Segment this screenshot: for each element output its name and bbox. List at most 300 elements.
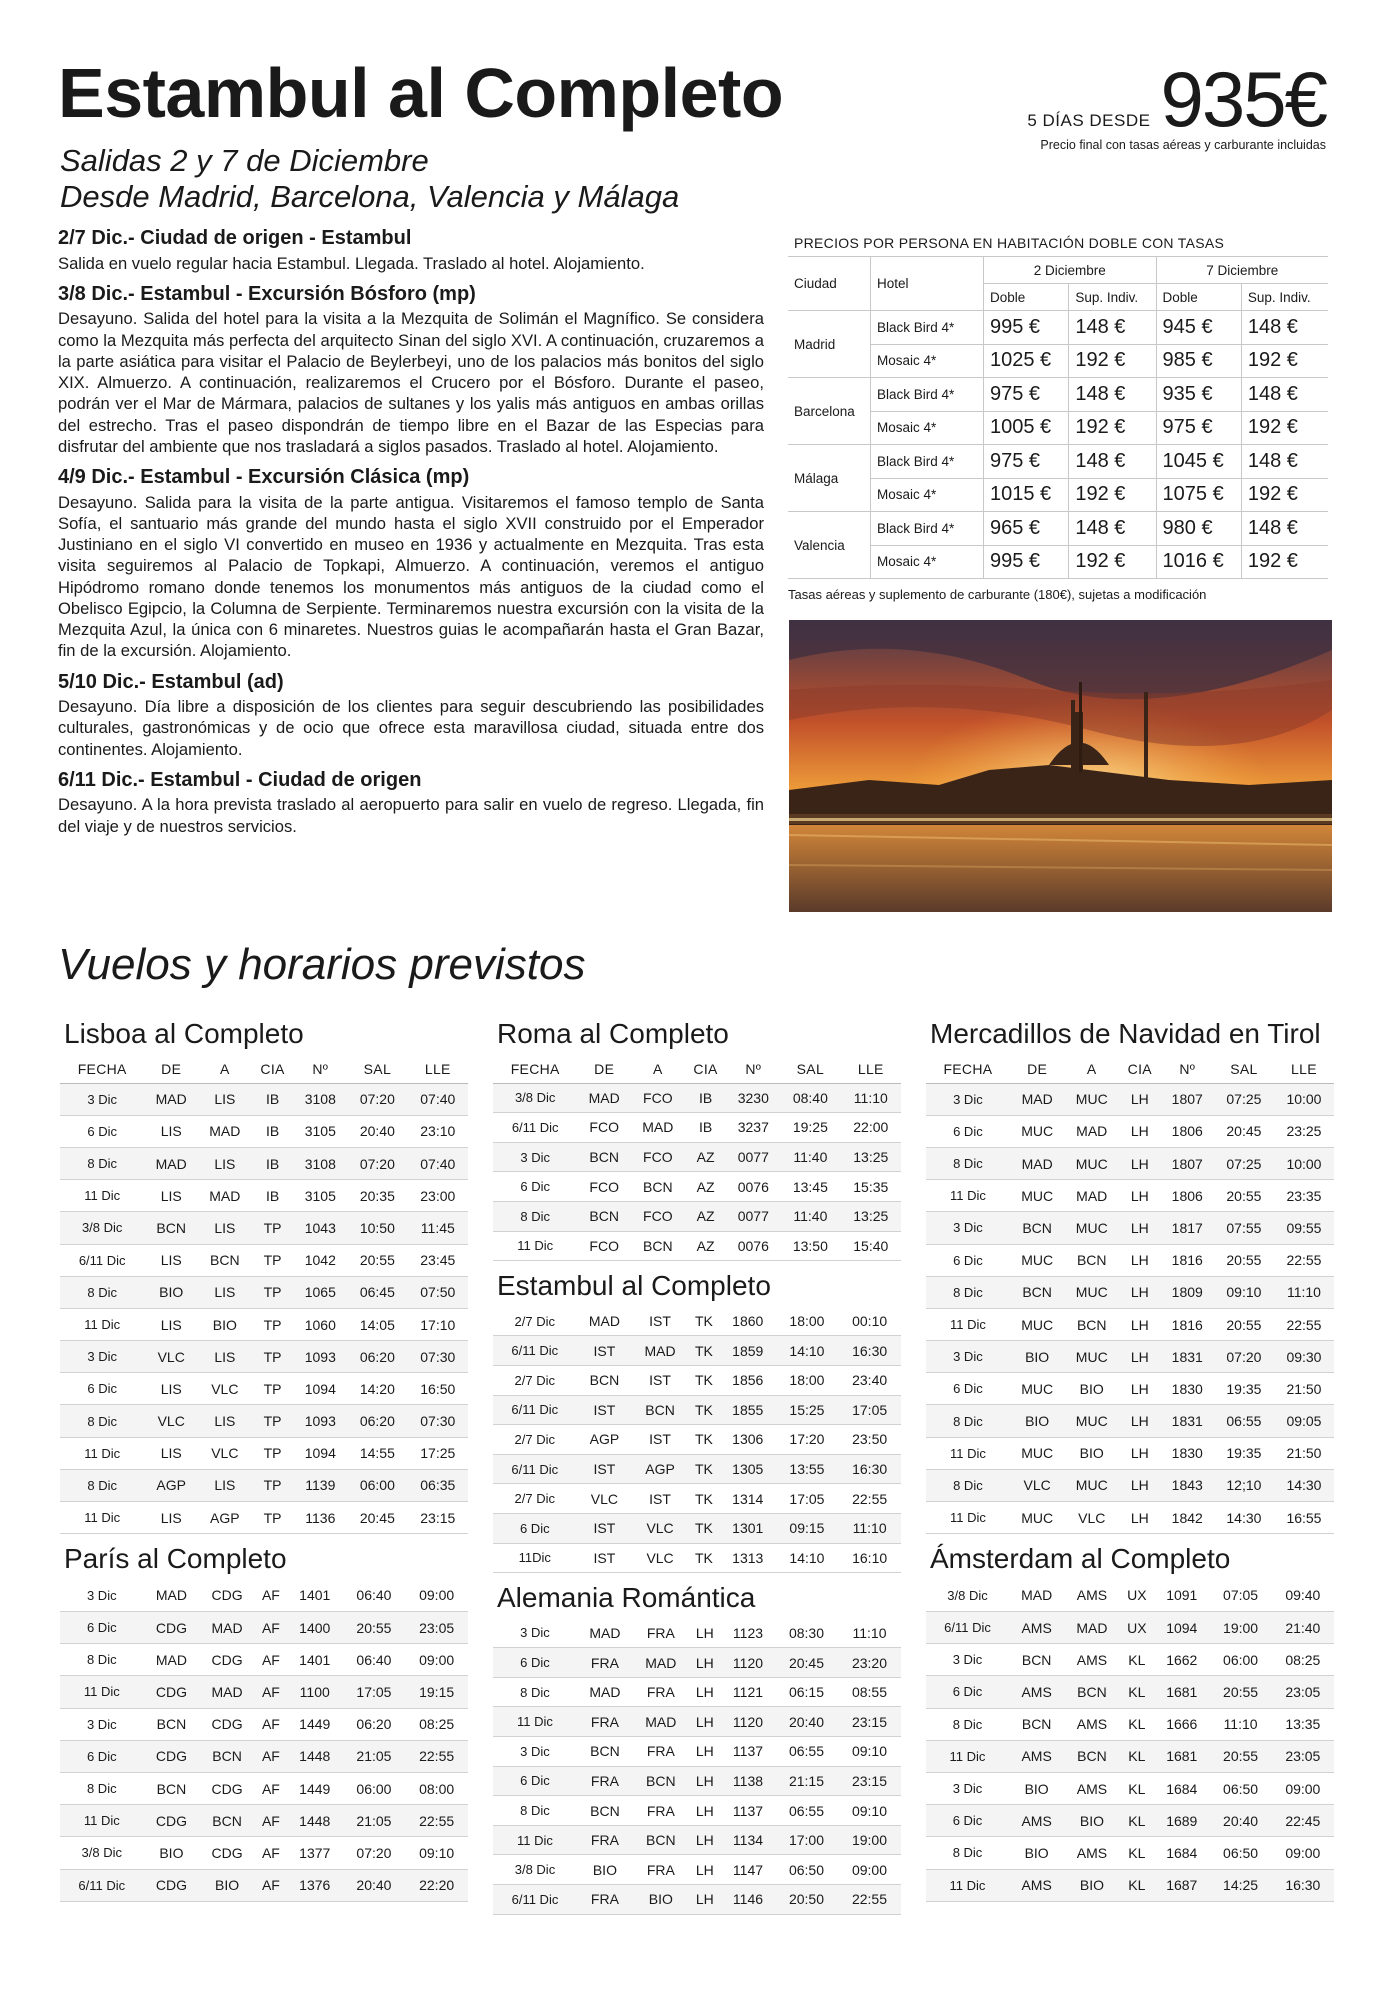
price-doble-2: 935 € [1156, 378, 1241, 412]
flight-cell: LH [1119, 1083, 1161, 1115]
price-doble-2: 975 € [1156, 411, 1241, 445]
flight-cell: LH [689, 1766, 721, 1796]
flight-cell: 06:40 [343, 1644, 406, 1676]
flight-table [493, 1619, 901, 1915]
flight-cell: 20:35 [347, 1180, 407, 1212]
flight-row [493, 1855, 901, 1885]
flight-cell: 1843 [1161, 1469, 1214, 1501]
flight-header-cell: CIA [1119, 1055, 1161, 1084]
flight-cell: 1684 [1154, 1772, 1209, 1804]
flight-cell: 6 Dic [493, 1648, 577, 1678]
flight-cell: 19:00 [838, 1825, 901, 1855]
flight-cell: LIS [198, 1341, 252, 1373]
flight-cell: AMS [1009, 1676, 1064, 1708]
flight-cell: 11 Dic [926, 1180, 1010, 1212]
flight-cell: IB [685, 1083, 727, 1113]
flight-cell: BCN [1010, 1276, 1065, 1308]
col-city-header: Ciudad [788, 257, 871, 311]
flight-cell: 06:20 [343, 1708, 406, 1740]
flight-cell: AZ [685, 1172, 727, 1202]
price-table-note: Tasas aéreas y suplemento de carburante (180€), sujetas a modificación [788, 587, 1207, 602]
flight-cell: 22:55 [1274, 1308, 1334, 1340]
flight-cell: BIO [1009, 1772, 1064, 1804]
flight-cell: 20:45 [1214, 1115, 1274, 1147]
flight-row [493, 1083, 901, 1113]
flight-cell: 07:05 [1209, 1580, 1271, 1612]
flight-row [60, 1869, 468, 1901]
flight-cell: 23:15 [838, 1707, 901, 1737]
flight-cell: LH [689, 1855, 721, 1885]
flight-cell: BCN [144, 1708, 200, 1740]
departure-cities: Desde Madrid, Barcelona, Valencia y Málaga [60, 179, 680, 214]
flight-cell: FRA [577, 1885, 633, 1915]
flight-cell: MUC [1064, 1469, 1119, 1501]
flight-row [926, 1180, 1334, 1212]
flight-cell: TP [252, 1405, 294, 1437]
price-row [788, 378, 1328, 412]
flight-cell: LH [689, 1677, 721, 1707]
flight-cell: TK [688, 1484, 720, 1514]
flight-header-row [926, 1055, 1334, 1084]
flight-cell: 6 Dic [926, 1676, 1009, 1708]
price-sup-2: 192 € [1241, 478, 1328, 512]
flight-row [60, 1115, 468, 1147]
flight-cell: LH [1119, 1147, 1161, 1179]
flight-cell: MAD [1064, 1612, 1119, 1644]
flight-cell: LIS [144, 1180, 198, 1212]
flight-cell: MUC [1064, 1341, 1119, 1373]
flight-cell: 11 Dic [926, 1437, 1010, 1469]
flight-cell: 1816 [1161, 1308, 1214, 1340]
flight-cell: VLC [577, 1484, 633, 1514]
flight-cell: 1807 [1161, 1083, 1214, 1115]
price-table-section [788, 230, 1328, 602]
flight-row [60, 1373, 468, 1405]
flight-cell: LH [1119, 1341, 1161, 1373]
flight-header-cell: Nº [1161, 1055, 1214, 1084]
flight-cell: 6/11 Dic [493, 1336, 577, 1366]
flight-cell: 8 Dic [926, 1147, 1010, 1179]
flight-cell: 22:55 [405, 1740, 468, 1772]
flight-cell: 13:25 [841, 1201, 901, 1231]
flight-cell: AF [255, 1869, 287, 1901]
flight-cell: 08:00 [405, 1772, 468, 1804]
flight-cell: 1830 [1161, 1373, 1214, 1405]
flight-cell: LIS [144, 1502, 198, 1534]
flight-cell: 09:00 [1272, 1772, 1334, 1804]
flight-cell: 8 Dic [60, 1772, 144, 1804]
flight-cell: VLC [632, 1513, 688, 1543]
itinerary-day-title: 5/10 Dic.- Estambul (ad) [58, 670, 284, 693]
price-doble-1: 975 € [984, 445, 1069, 479]
flight-cell: VLC [1064, 1502, 1119, 1534]
flight-cell: BIO [1064, 1437, 1119, 1469]
flight-cell: 23:05 [1272, 1676, 1334, 1708]
flight-cell: AZ [685, 1142, 727, 1172]
price-sup-2: 148 € [1241, 378, 1328, 412]
flight-cell: 22:55 [405, 1805, 468, 1837]
flight-cell: 6 Dic [60, 1612, 144, 1644]
flight-cell: 20:55 [1209, 1676, 1271, 1708]
price-row [788, 512, 1328, 546]
flight-cell: 07:50 [408, 1276, 468, 1308]
flight-cell: 6 Dic [493, 1172, 577, 1202]
flight-cell: FRA [577, 1825, 633, 1855]
flight-cell: BIO [1064, 1869, 1119, 1901]
flight-cell: 1689 [1154, 1805, 1209, 1837]
flight-cell: TK [688, 1395, 720, 1425]
price-city: Barcelona [788, 378, 871, 445]
price-doble-1: 1025 € [984, 344, 1069, 378]
flight-cell: LH [689, 1619, 721, 1648]
flight-cell: MAD [633, 1707, 689, 1737]
flight-cell: 2/7 Dic [493, 1425, 577, 1455]
flight-row [493, 1142, 901, 1172]
flight-row [493, 1513, 901, 1543]
flight-cell: MUC [1064, 1147, 1119, 1179]
flight-cell: IST [577, 1395, 633, 1425]
flight-header-cell: A [198, 1055, 252, 1084]
flight-cell: 11:45 [408, 1212, 468, 1244]
flight-cell: 6/11 Dic [493, 1885, 577, 1915]
flight-cell: LIS [144, 1244, 198, 1276]
flight-cell: AMS [1064, 1580, 1119, 1612]
flight-cell: BIO [198, 1308, 252, 1340]
flight-cell: 09:00 [405, 1580, 468, 1612]
flight-cell: 1449 [287, 1708, 343, 1740]
flight-row [60, 1740, 468, 1772]
price-block [1027, 55, 1326, 153]
flight-cell: BIO [1010, 1341, 1065, 1373]
flight-cell: 3105 [293, 1180, 347, 1212]
flight-cell: FRA [633, 1796, 689, 1826]
flight-row [926, 1373, 1334, 1405]
flight-header-cell: CIA [685, 1055, 727, 1084]
price-doble-2: 945 € [1156, 311, 1241, 345]
flight-cell: BCN [199, 1805, 255, 1837]
flight-cell: MAD [144, 1580, 200, 1612]
flight-cell: TK [688, 1543, 720, 1573]
flight-cell: LIS [144, 1115, 198, 1147]
flight-cell: 0076 [726, 1172, 780, 1202]
flight-cell: 1042 [293, 1244, 347, 1276]
flight-cell: BCN [144, 1772, 200, 1804]
flight-header-row [60, 1055, 468, 1084]
flight-cell: 17:10 [408, 1308, 468, 1340]
flight-row [60, 1502, 468, 1534]
flight-cell: LIS [144, 1437, 198, 1469]
flight-cell: VLC [632, 1543, 688, 1573]
flight-cell: 6/11 Dic [60, 1244, 144, 1276]
istanbul-sunset-photo [789, 620, 1332, 912]
flight-cell: MUC [1010, 1180, 1065, 1212]
flight-cell: 1684 [1154, 1837, 1209, 1869]
flight-cell: 23:40 [838, 1365, 901, 1395]
flight-cell: MAD [144, 1147, 198, 1179]
flight-cell: 3230 [726, 1083, 780, 1113]
flight-row [926, 1676, 1334, 1708]
flight-cell: AMS [1064, 1644, 1119, 1676]
flight-cell: VLC [144, 1405, 198, 1437]
flight-section-title: Roma al Completo [497, 1018, 729, 1049]
flight-table [493, 1307, 901, 1573]
flight-cell: TK [688, 1307, 720, 1336]
flight-cell: 22:55 [838, 1885, 901, 1915]
flight-cell: 09:00 [1272, 1837, 1334, 1869]
flight-row [493, 1707, 901, 1737]
flight-cell: MAD [577, 1677, 633, 1707]
flight-cell: FRA [633, 1619, 689, 1648]
flight-cell: MAD [1064, 1180, 1119, 1212]
flight-cell: 8 Dic [493, 1677, 577, 1707]
flight-table [60, 1055, 468, 1535]
flight-cell: 09:00 [838, 1855, 901, 1885]
price-hotel: Black Bird 4* [871, 311, 984, 345]
price-hotel: Mosaic 4* [871, 344, 984, 378]
price-doble-2: 1016 € [1156, 545, 1241, 579]
price-row [788, 445, 1328, 479]
flight-cell: 22:45 [1272, 1805, 1334, 1837]
price-doble-1: 975 € [984, 378, 1069, 412]
flight-cell: 3108 [293, 1083, 347, 1115]
flight-cell: 23:20 [838, 1648, 901, 1678]
flight-cell: CDG [199, 1837, 255, 1869]
flight-cell: 3 Dic [926, 1212, 1010, 1244]
flight-cell: 3 Dic [60, 1708, 144, 1740]
flight-cell: 19:35 [1214, 1437, 1274, 1469]
flight-cell: 8 Dic [926, 1469, 1010, 1501]
flight-cell: 8 Dic [493, 1796, 577, 1826]
flight-cell: FRA [633, 1677, 689, 1707]
flight-cell: IB [252, 1180, 294, 1212]
flight-cell: 07:25 [1214, 1147, 1274, 1179]
flight-cell: BIO [1009, 1837, 1064, 1869]
flight-cell: 6/11 Dic [60, 1869, 144, 1901]
flight-cell: AF [255, 1805, 287, 1837]
flight-cell: 09:30 [1274, 1341, 1334, 1373]
flight-row [60, 1147, 468, 1179]
price-sup-1: 192 € [1069, 545, 1156, 579]
flight-cell: IST [632, 1484, 688, 1514]
flight-cell: TP [252, 1308, 294, 1340]
flight-cell: 23:45 [408, 1244, 468, 1276]
flight-cell: 09:40 [1272, 1580, 1334, 1612]
flight-cell: 23:35 [1274, 1180, 1334, 1212]
flight-header-cell: CIA [252, 1055, 294, 1084]
flight-cell: LH [689, 1707, 721, 1737]
flight-cell: 1043 [293, 1212, 347, 1244]
flight-cell: 20:55 [343, 1612, 406, 1644]
flight-cell: AGP [577, 1425, 633, 1455]
flights-column-1 [60, 1017, 468, 1910]
flight-row [60, 1708, 468, 1740]
flight-cell: 8 Dic [60, 1644, 144, 1676]
flight-cell: 14:30 [1214, 1502, 1274, 1534]
flight-cell: 16:10 [838, 1543, 901, 1573]
flight-cell: 3/8 Dic [493, 1855, 577, 1885]
flight-cell: 09:55 [1274, 1212, 1334, 1244]
flight-cell: IB [685, 1113, 727, 1143]
flights-column-2 [493, 1017, 901, 1923]
flight-cell: 11:40 [780, 1142, 840, 1172]
flight-cell: 1137 [721, 1796, 775, 1826]
flight-cell: TP [252, 1373, 294, 1405]
flight-header-cell: A [1064, 1055, 1119, 1084]
price-sup-1: 148 € [1069, 445, 1156, 479]
flight-header-cell: FECHA [60, 1055, 144, 1084]
flight-cell: 21:05 [343, 1805, 406, 1837]
price-sup-2: 148 € [1241, 445, 1328, 479]
flight-cell: 16:30 [838, 1454, 901, 1484]
flight-table [493, 1055, 901, 1262]
flight-cell: 3/8 Dic [60, 1212, 144, 1244]
flight-cell: 22:20 [405, 1869, 468, 1901]
flight-cell: BCN [632, 1395, 688, 1425]
flight-cell: AMS [1009, 1612, 1064, 1644]
flight-cell: FCO [631, 1083, 685, 1113]
flight-row [926, 1708, 1334, 1740]
flight-cell: 21:40 [1272, 1612, 1334, 1644]
flight-cell: BCN [633, 1766, 689, 1796]
flight-cell: 1662 [1154, 1644, 1209, 1676]
flight-header-cell: LLE [841, 1055, 901, 1084]
price-sup-1: 148 € [1069, 378, 1156, 412]
flight-cell: 1855 [720, 1395, 776, 1425]
flight-cell: 6/11 Dic [926, 1612, 1009, 1644]
flight-cell: 08:25 [1272, 1644, 1334, 1676]
flight-row [60, 1837, 468, 1869]
flight-cell: 19:15 [405, 1676, 468, 1708]
itinerary [58, 226, 764, 845]
flight-cell: BCN [577, 1796, 633, 1826]
flight-cell: 1146 [721, 1885, 775, 1915]
page-title: Estambul al Completo [58, 54, 784, 132]
flight-cell: LIS [144, 1373, 198, 1405]
flight-cell: TP [252, 1502, 294, 1534]
flight-cell: 1094 [293, 1373, 347, 1405]
flight-cell: LH [1119, 1469, 1161, 1501]
flight-cell: LH [1119, 1180, 1161, 1212]
flight-header-cell: LLE [408, 1055, 468, 1084]
flight-cell: LIS [198, 1147, 252, 1179]
price-doble-1: 1015 € [984, 478, 1069, 512]
flight-cell: VLC [198, 1437, 252, 1469]
flight-row [493, 1307, 901, 1336]
itinerary-day-title: 4/9 Dic.- Estambul - Excursión Clásica (mp) [58, 466, 470, 489]
flight-cell: UX [1120, 1580, 1155, 1612]
flight-table [926, 1580, 1334, 1902]
flight-cell: 13:55 [776, 1454, 839, 1484]
flight-cell: LIS [198, 1276, 252, 1308]
flight-cell: 11Dic [493, 1543, 577, 1573]
sup-header: Sup. Indiv. [1069, 284, 1156, 311]
flight-cell: 11 Dic [60, 1437, 144, 1469]
flight-cell: LH [1119, 1115, 1161, 1147]
flight-cell: 1314 [720, 1484, 776, 1514]
flight-cell: 15:40 [841, 1231, 901, 1261]
flight-row [926, 1244, 1334, 1276]
flight-cell: 23:15 [838, 1766, 901, 1796]
doble-header: Doble [984, 284, 1069, 311]
itinerary-day [58, 226, 764, 274]
flight-cell: KL [1120, 1805, 1155, 1837]
flight-cell: 8 Dic [60, 1469, 144, 1501]
flight-section-title: Ámsterdam al Completo [930, 1543, 1231, 1575]
flight-cell: 20:40 [775, 1707, 838, 1737]
flight-cell: 07:20 [347, 1147, 407, 1179]
flight-cell: 1831 [1161, 1341, 1214, 1373]
flight-cell: BCN [633, 1825, 689, 1855]
flight-cell: 12;10 [1214, 1469, 1274, 1501]
date1-header: 2 Diciembre [984, 257, 1157, 284]
flight-header-cell: FECHA [926, 1055, 1010, 1084]
flight-cell: 09:15 [776, 1513, 839, 1543]
flight-cell: 11:10 [838, 1619, 901, 1648]
flight-row [493, 1737, 901, 1767]
flight-row [60, 1580, 468, 1612]
flight-cell: BCN [1064, 1308, 1119, 1340]
flight-cell: TK [688, 1513, 720, 1543]
flight-cell: 8 Dic [60, 1405, 144, 1437]
flight-cell: AF [255, 1772, 287, 1804]
flight-cell: AMS [1064, 1708, 1119, 1740]
flight-cell: 6 Dic [493, 1766, 577, 1796]
flight-cell: 8 Dic [926, 1276, 1010, 1308]
flight-cell: 8 Dic [926, 1405, 1010, 1437]
flight-cell: IB [252, 1147, 294, 1179]
flight-cell: LH [1119, 1308, 1161, 1340]
flight-cell: 16:50 [408, 1373, 468, 1405]
price-sup-2: 192 € [1241, 411, 1328, 445]
flight-cell: 1136 [293, 1502, 347, 1534]
flight-cell: BCN [1009, 1644, 1064, 1676]
flight-cell: MAD [577, 1619, 633, 1648]
flight-cell: 0077 [726, 1201, 780, 1231]
flight-cell: 1807 [1161, 1147, 1214, 1179]
flight-cell: BCN [1009, 1708, 1064, 1740]
flight-cell: BCN [577, 1365, 633, 1395]
flight-cell: MUC [1010, 1502, 1065, 1534]
flight-cell: AMS [1009, 1869, 1064, 1901]
flight-cell: 1093 [293, 1405, 347, 1437]
flight-row [493, 1885, 901, 1915]
flight-cell: BCN [631, 1231, 685, 1261]
flight-table [60, 1580, 468, 1902]
flight-cell: 23:00 [408, 1180, 468, 1212]
flight-cell: LH [1119, 1276, 1161, 1308]
flight-cell: 06:50 [1209, 1837, 1271, 1869]
flight-cell: TP [252, 1437, 294, 1469]
flight-row [493, 1365, 901, 1395]
flight-cell: BCN [631, 1172, 685, 1202]
flight-cell: 1134 [721, 1825, 775, 1855]
flight-cell: 17:05 [343, 1676, 406, 1708]
flight-cell: 22:00 [841, 1113, 901, 1143]
flight-cell: 19:25 [780, 1113, 840, 1143]
flight-row [926, 1212, 1334, 1244]
flight-cell: 20:55 [347, 1244, 407, 1276]
flight-cell: MAD [577, 1083, 631, 1113]
price-hotel: Mosaic 4* [871, 411, 984, 445]
flight-cell: KL [1120, 1676, 1155, 1708]
flight-cell: MUC [1010, 1115, 1065, 1147]
flight-cell: 1448 [287, 1805, 343, 1837]
flight-row [926, 1341, 1334, 1373]
flight-cell: 18:00 [776, 1307, 839, 1336]
flight-section-title: Mercadillos de Navidad en Tirol [930, 1018, 1321, 1049]
flight-cell: 20:55 [1214, 1180, 1274, 1212]
flight-cell: 1376 [287, 1869, 343, 1901]
